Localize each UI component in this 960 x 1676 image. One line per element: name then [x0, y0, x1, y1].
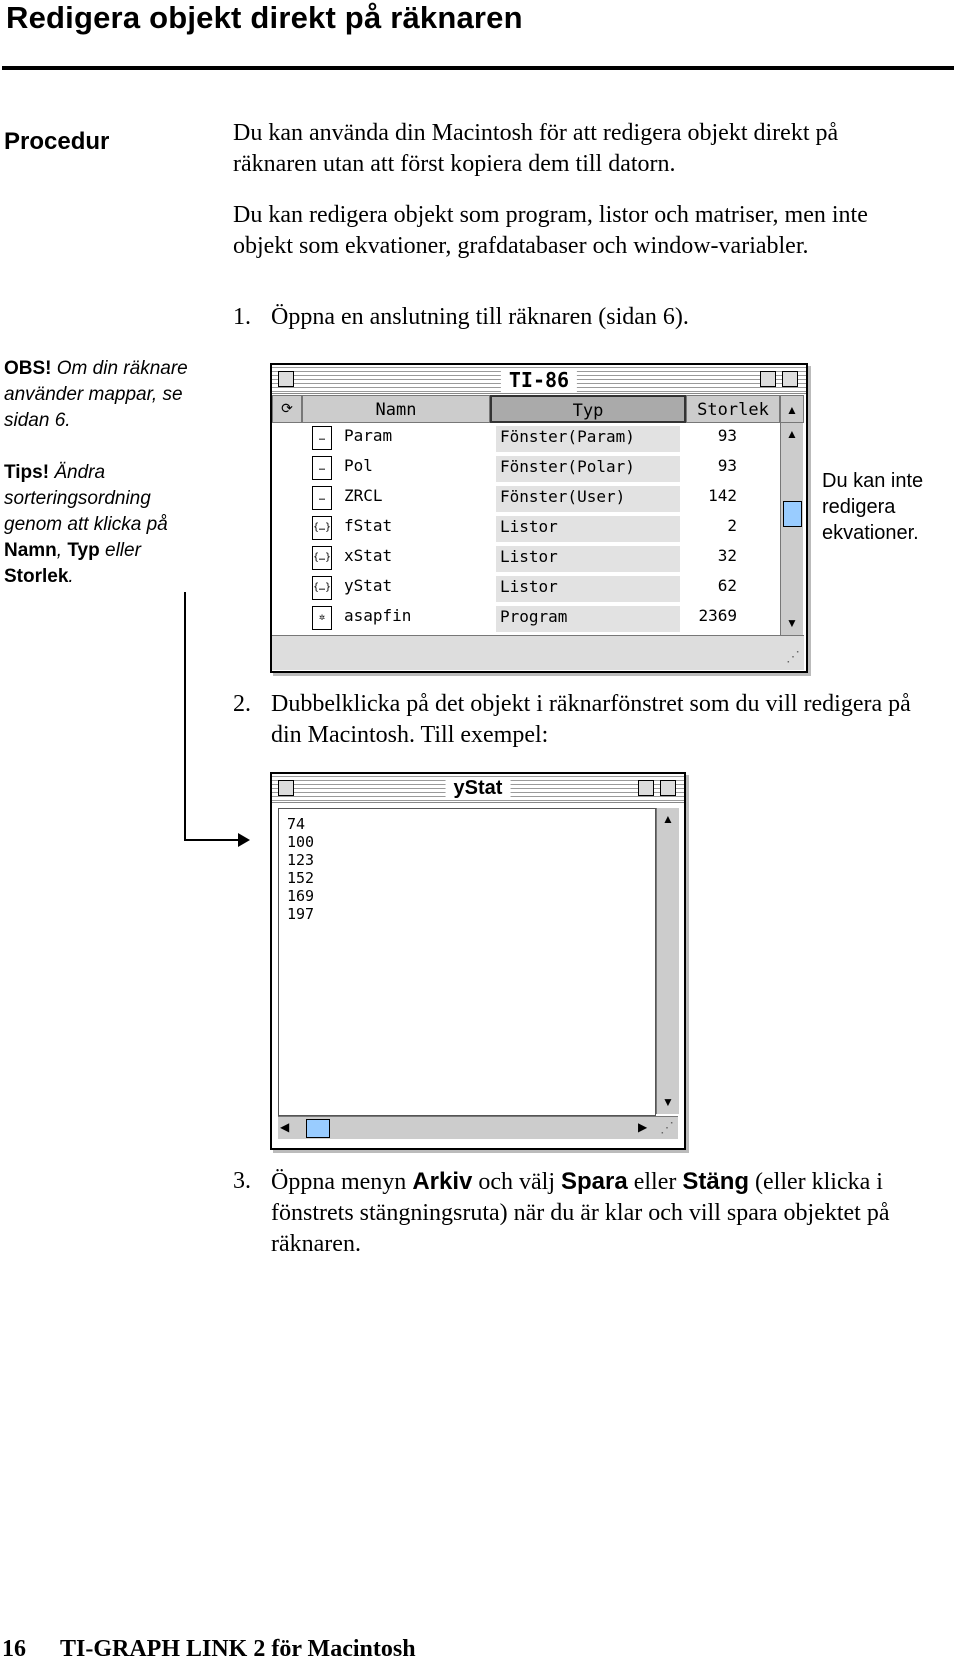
ti86-row[interactable]	[272, 453, 780, 481]
ystat-vertical-scrollbar[interactable]	[656, 808, 679, 1114]
row-name: Pol	[344, 456, 373, 475]
obs-label: OBS!	[4, 358, 52, 379]
menu-arkiv: Arkiv	[412, 1168, 473, 1195]
row-type: Listor	[496, 576, 680, 602]
tips-storlek: Storlek	[4, 566, 69, 587]
row-type: Program	[496, 606, 680, 632]
step-3-part: eller	[627, 1169, 683, 1195]
connector-arrow	[180, 590, 250, 850]
close-box-icon[interactable]	[278, 780, 294, 796]
ystat-value: 197	[287, 905, 315, 923]
row-type: Listor	[496, 546, 680, 572]
resize-grip-icon[interactable]: ⋰	[660, 1121, 674, 1136]
ti86-row[interactable]	[272, 603, 780, 631]
row-size: 62	[717, 576, 737, 595]
ti86-row[interactable]	[272, 573, 780, 601]
row-size: 93	[717, 426, 737, 445]
ti86-row[interactable]	[272, 543, 780, 571]
ystat-titlebar[interactable]	[272, 774, 684, 803]
section-label: Procedur	[4, 128, 110, 155]
scroll-down-icon[interactable]: ▼	[786, 616, 798, 630]
row-size: 2	[727, 516, 737, 535]
tips-label: Tips!	[4, 462, 50, 483]
ti86-window-title: TI-86	[501, 368, 577, 392]
step-number: 1.	[233, 304, 251, 330]
list-icon: {…}	[312, 576, 332, 600]
scroll-thumb[interactable]	[306, 1119, 330, 1138]
ystat-editor[interactable]	[278, 808, 656, 1116]
step-3-part: (eller klicka i fönstrets stängningsruta) när du är klar och vill spara objektet på räknaren.	[271, 1169, 890, 1257]
program-icon: ✲	[312, 606, 332, 630]
scroll-down-icon[interactable]: ▼	[662, 1095, 674, 1109]
row-type: Fönster(Polar)	[496, 456, 680, 482]
row-name: xStat	[344, 546, 393, 565]
ystat-value: 74	[287, 815, 306, 833]
row-size: 32	[717, 546, 737, 565]
sidebar-obs	[4, 356, 199, 434]
step-1-text: Öppna en anslutning till räknaren (sidan 6).	[271, 304, 689, 330]
ti86-row[interactable]	[272, 483, 780, 511]
step-3-text	[271, 1166, 941, 1260]
resize-grip-icon[interactable]: ⋰	[786, 650, 800, 665]
ystat-value: 152	[287, 869, 315, 887]
sidebar-tips	[4, 460, 199, 590]
paragraph-intro: Du kan använda din Macintosh för att redigera objekt direkt på räknaren utan att först kopiera dem till datorn.	[233, 120, 839, 177]
column-header-storlek[interactable]: Storlek	[686, 395, 780, 423]
sort-direction-icon[interactable]: ▲	[780, 395, 804, 423]
ti86-window[interactable]	[270, 363, 808, 673]
doc-icon: …	[312, 456, 332, 480]
doc-icon: …	[312, 426, 332, 450]
tips-typ: Typ	[67, 540, 100, 561]
ti86-list	[272, 395, 804, 669]
row-type: Fönster(Param)	[496, 426, 680, 452]
ystat-value: 123	[287, 851, 315, 869]
row-name: ZRCL	[344, 486, 383, 505]
column-header-namn[interactable]: Namn	[302, 395, 490, 423]
scroll-right-icon[interactable]: ▶	[638, 1120, 648, 1134]
close-box-icon[interactable]	[278, 371, 294, 387]
tips-namn: Namn	[4, 540, 57, 561]
tips-text: Ändra sorteringsordning genom att klicka på	[4, 462, 168, 535]
column-header-typ[interactable]: Typ	[490, 395, 686, 423]
page-title: Redigera objekt direkt på räknaren	[6, 0, 523, 35]
row-type: Listor	[496, 516, 680, 542]
list-icon: {…}	[312, 546, 332, 570]
callout-note: Du kan inte redigera ekvationer.	[822, 470, 924, 544]
paragraph-scope: Du kan redigera objekt som program, listor och matriser, men inte objekt som ekvationer, grafdatabaser och window-variabler.	[233, 202, 868, 259]
page-number: 16	[2, 1636, 26, 1662]
row-name: Param	[344, 426, 393, 445]
row-name: fStat	[344, 516, 393, 535]
scroll-thumb[interactable]	[783, 501, 802, 527]
zoom-box-icon[interactable]	[760, 371, 776, 387]
scroll-up-icon[interactable]: ▲	[786, 427, 798, 441]
collapse-box-icon[interactable]	[660, 780, 676, 796]
row-size: 2369	[698, 606, 737, 625]
title-rule	[2, 66, 954, 70]
collapse-box-icon[interactable]	[782, 371, 798, 387]
refresh-icon[interactable]: ⟳	[272, 395, 302, 423]
tips-comma: ,	[56, 540, 68, 561]
row-size: 142	[708, 486, 737, 505]
step-3-part: och välj	[472, 1169, 561, 1195]
ti86-rows	[272, 423, 780, 635]
tips-end: .	[68, 566, 74, 587]
step-number: 2.	[233, 691, 251, 717]
row-name: asapfin	[344, 606, 412, 625]
ti86-row[interactable]	[272, 423, 780, 451]
step-2-text: Dubbelklicka på det objekt i räknarfönstret som du vill redigera på din Macintosh. Till exempel:	[271, 691, 911, 748]
list-icon: {…}	[312, 516, 332, 540]
command-spara: Spara	[561, 1168, 628, 1195]
ystat-value: 169	[287, 887, 315, 905]
tips-eller: eller	[99, 540, 141, 561]
row-name: yStat	[344, 576, 393, 595]
scroll-left-icon[interactable]: ◀	[280, 1120, 290, 1134]
ystat-values[interactable]	[287, 815, 314, 923]
scroll-up-icon[interactable]: ▲	[662, 812, 674, 826]
ystat-window-title: yStat	[446, 777, 511, 800]
row-type: Fönster(User)	[496, 486, 680, 512]
row-size: 93	[717, 456, 737, 475]
step-3-part: Öppna menyn	[271, 1169, 413, 1195]
ti86-vertical-scrollbar[interactable]	[780, 423, 803, 635]
ti86-titlebar[interactable]	[272, 365, 806, 394]
ti86-statusbar	[272, 635, 804, 670]
zoom-box-icon[interactable]	[638, 780, 654, 796]
ystat-horizontal-scrollbar[interactable]	[278, 1116, 678, 1139]
doc-icon: …	[312, 486, 332, 510]
ti86-row[interactable]	[272, 513, 780, 541]
obs-text: Om din räknare använder mappar, se sidan 6.	[4, 358, 188, 431]
book-title: TI-GRAPH LINK 2 för Macintosh	[60, 1636, 416, 1662]
ystat-window[interactable]	[270, 772, 686, 1150]
ystat-value: 100	[287, 833, 315, 851]
command-stang: Stäng	[682, 1168, 750, 1195]
step-number: 3.	[233, 1168, 251, 1194]
